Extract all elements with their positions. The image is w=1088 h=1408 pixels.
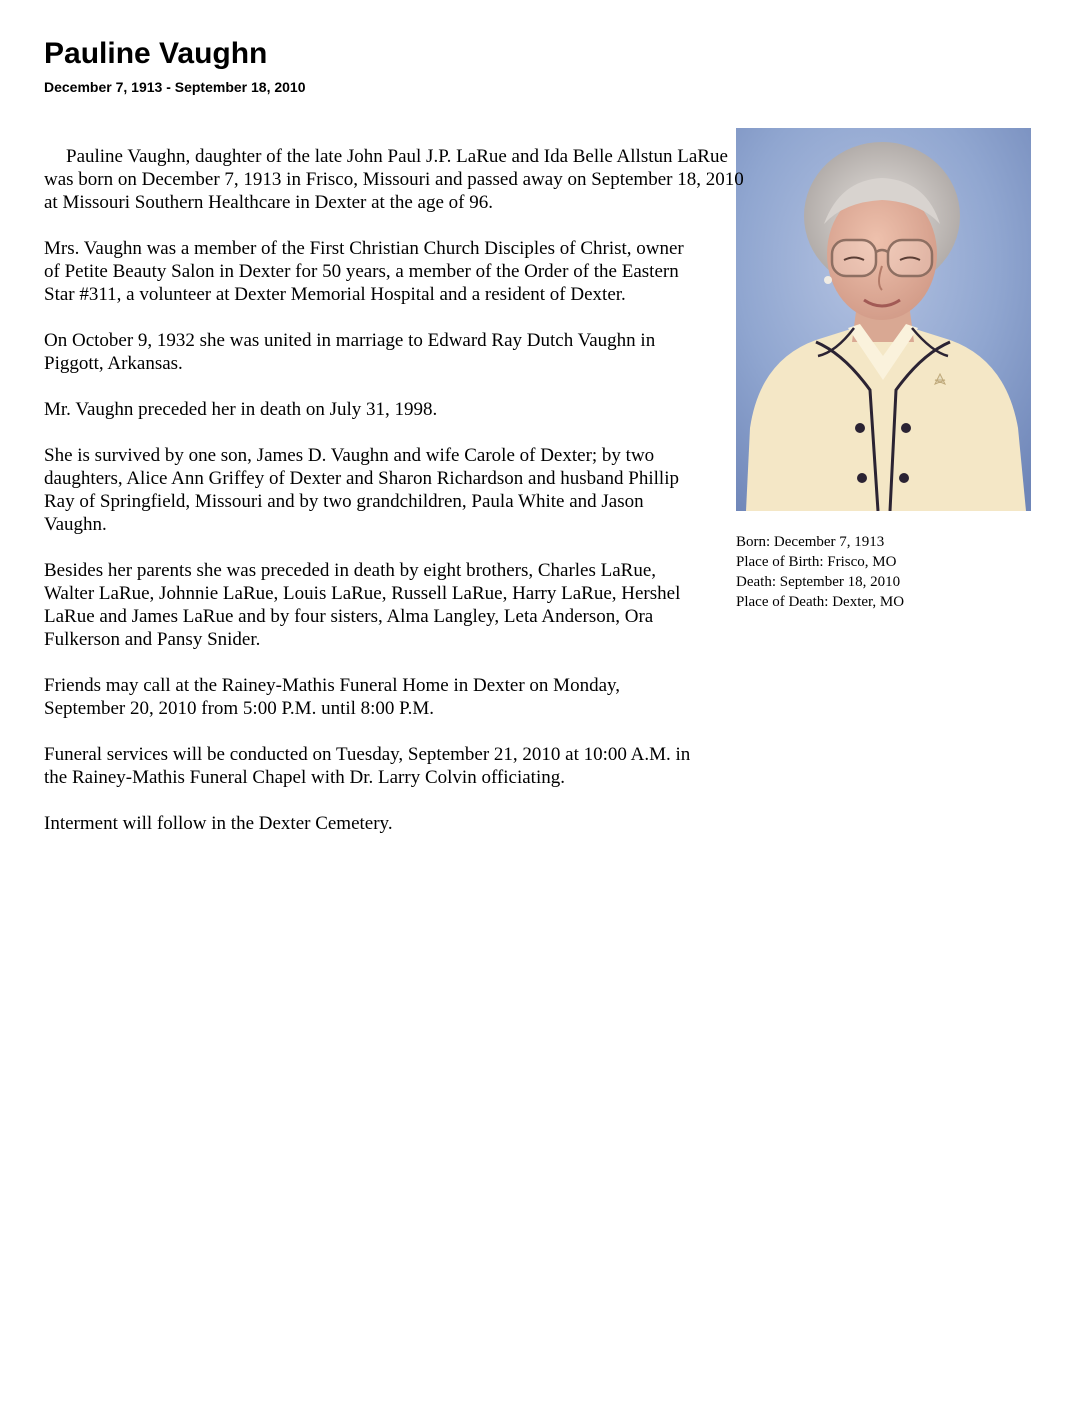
obituary-paragraph: Pauline Vaughn, daughter of the late John Paul J.P. LaRue and Ida Belle Allstun LaRue was born on December 7, 1913 in Frisco, Missouri and passed away on September 18, 2010 at Missouri Southern Healthcare in Dexter at the age of 96.	[44, 146, 744, 213]
jacket-button	[899, 473, 909, 483]
earring	[824, 276, 832, 284]
jacket-button	[857, 473, 867, 483]
obituary-paragraph: Mrs. Vaughn was a member of the First Christian Church Disciples of Christ, owner of Petite Beauty Salon in Dexter for 50 years, a member of the Order of the Eastern Star #311, a volunteer at Dexter Memorial Hospital and a resident of Dexter.	[44, 238, 684, 305]
obituary-paragraph: On October 9, 1932 she was united in marriage to Edward Ray Dutch Vaughn in Piggott, Arkansas.	[44, 330, 656, 374]
obituary-paragraph: Funeral services will be conducted on Tuesday, September 21, 2010 at 10:00 A.M. in the Rainey-Mathis Funeral Chapel with Dr. Larry Colvin officiating.	[44, 744, 691, 788]
jacket-button	[901, 423, 911, 433]
jacket-button	[855, 423, 865, 433]
obituary-paragraph: Mr. Vaughn preceded her in death on July 31, 1998.	[44, 399, 438, 420]
obituary-paragraph: Interment will follow in the Dexter Cemetery.	[44, 813, 393, 834]
portrait-photo	[736, 128, 1031, 511]
fact-birth-place: Place of Birth: Frisco, MO	[736, 554, 897, 570]
fact-death: Death: September 18, 2010	[736, 574, 901, 590]
obituary-paragraph: Friends may call at the Rainey-Mathis Funeral Home in Dexter on Monday, September 20, 2010 from 5:00 P.M. until 8:00 P.M.	[44, 675, 621, 719]
page-title: Pauline Vaughn	[44, 37, 268, 70]
vital-facts	[736, 532, 904, 612]
life-dates: December 7, 1913 - September 18, 2010	[44, 79, 306, 95]
fact-death-place: Place of Death: Dexter, MO	[736, 594, 905, 610]
obituary-paragraph: She is survived by one son, James D. Vaughn and wife Carole of Dexter; by two daughters, Alice Ann Griffey of Dexter and Sharon Richardson and husband Phillip Ray of Springfield, Missouri and by two grandchildren, Paula White and Jason Vaughn.	[44, 445, 679, 535]
fact-born: Born: December 7, 1913	[736, 534, 885, 550]
obituary-paragraph: Besides her parents she was preceded in death by eight brothers, Charles LaRue, Walter LaRue, Johnnie LaRue, Louis LaRue, Russell LaRue, Harry LaRue, Hershel LaRue and James LaRue and by four sisters, Alma Langley, Leta Anderson, Ora Fulkerson and Pansy Snider.	[44, 560, 681, 650]
obituary-text	[44, 145, 744, 858]
